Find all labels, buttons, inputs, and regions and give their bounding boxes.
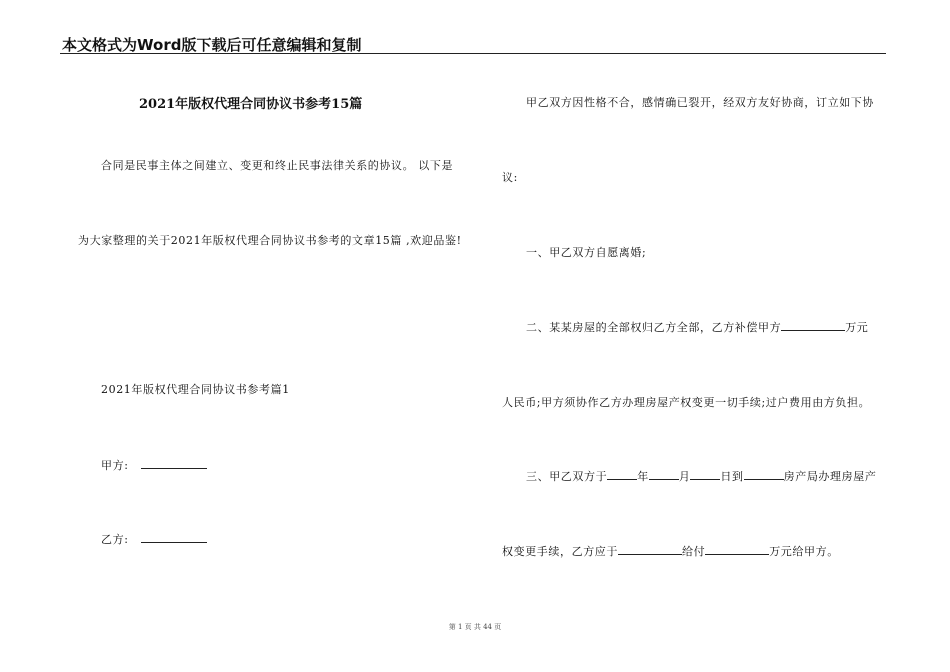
compensation-blank [781,319,845,331]
agreement-line-2: 议: [502,171,518,184]
bureau-blank [744,468,784,480]
day-blank [690,468,720,480]
clause-3-tail: 房产局办理房屋产 [783,470,877,483]
clause-3-cont-tail: 万元给甲方。 [769,545,839,558]
section-heading: 2021年版权代理合同协议书参考篇1 [101,383,290,396]
amount-blank [705,543,769,555]
clause-2 [526,319,868,335]
clause-1: 一、甲乙双方自愿离婚; [526,246,647,259]
page-number: 第 1 页 共 44 页 [448,623,502,631]
intro-line-2: 为大家整理的关于2021年版权代理合同协议书参考的文章15篇 ,欢迎品鉴! [78,234,462,247]
clause-2-continued: 人民币;甲方须协作乙方办理房屋产权变更一切手续;过户费用由方负担。 [502,396,871,409]
party-a-line [101,457,207,473]
year-label: 年 [637,470,649,483]
date-blank [618,543,682,555]
party-b-line [101,531,207,547]
header-divider [60,53,886,54]
party-b-label: 乙方: [101,533,133,546]
month-label: 月 [678,470,691,483]
clause-3 [526,468,876,484]
intro-line-1: 合同是民事主体之间建立、变更和终止民事法律关系的协议。 以下是 [101,159,454,172]
document-title: 2021年版权代理合同协议书参考15篇 [139,97,363,112]
clause-3-cont-text: 权变更手续，乙方应于 [502,545,618,558]
party-a-blank [141,457,207,469]
clause-2-unit: 万元 [845,321,869,334]
day-label: 日到 [720,470,744,483]
document-header: 本文格式为Word版下载后可任意编辑和复制 [62,36,362,54]
party-a-label: 甲方: [101,459,133,472]
month-blank [649,468,679,480]
clause-3-continued [502,543,839,559]
year-blank [607,468,637,480]
pay-label: 给付 [682,545,706,558]
agreement-line-1: 甲乙双方因性格不合，感情确已裂开，经双方友好协商，订立如下协 [526,96,874,109]
clause-2-text: 二、某某房屋的全部权归乙方全部，乙方补偿甲方 [526,321,782,334]
clause-3-text: 三、甲乙双方于 [526,470,608,483]
party-b-blank [141,531,207,543]
